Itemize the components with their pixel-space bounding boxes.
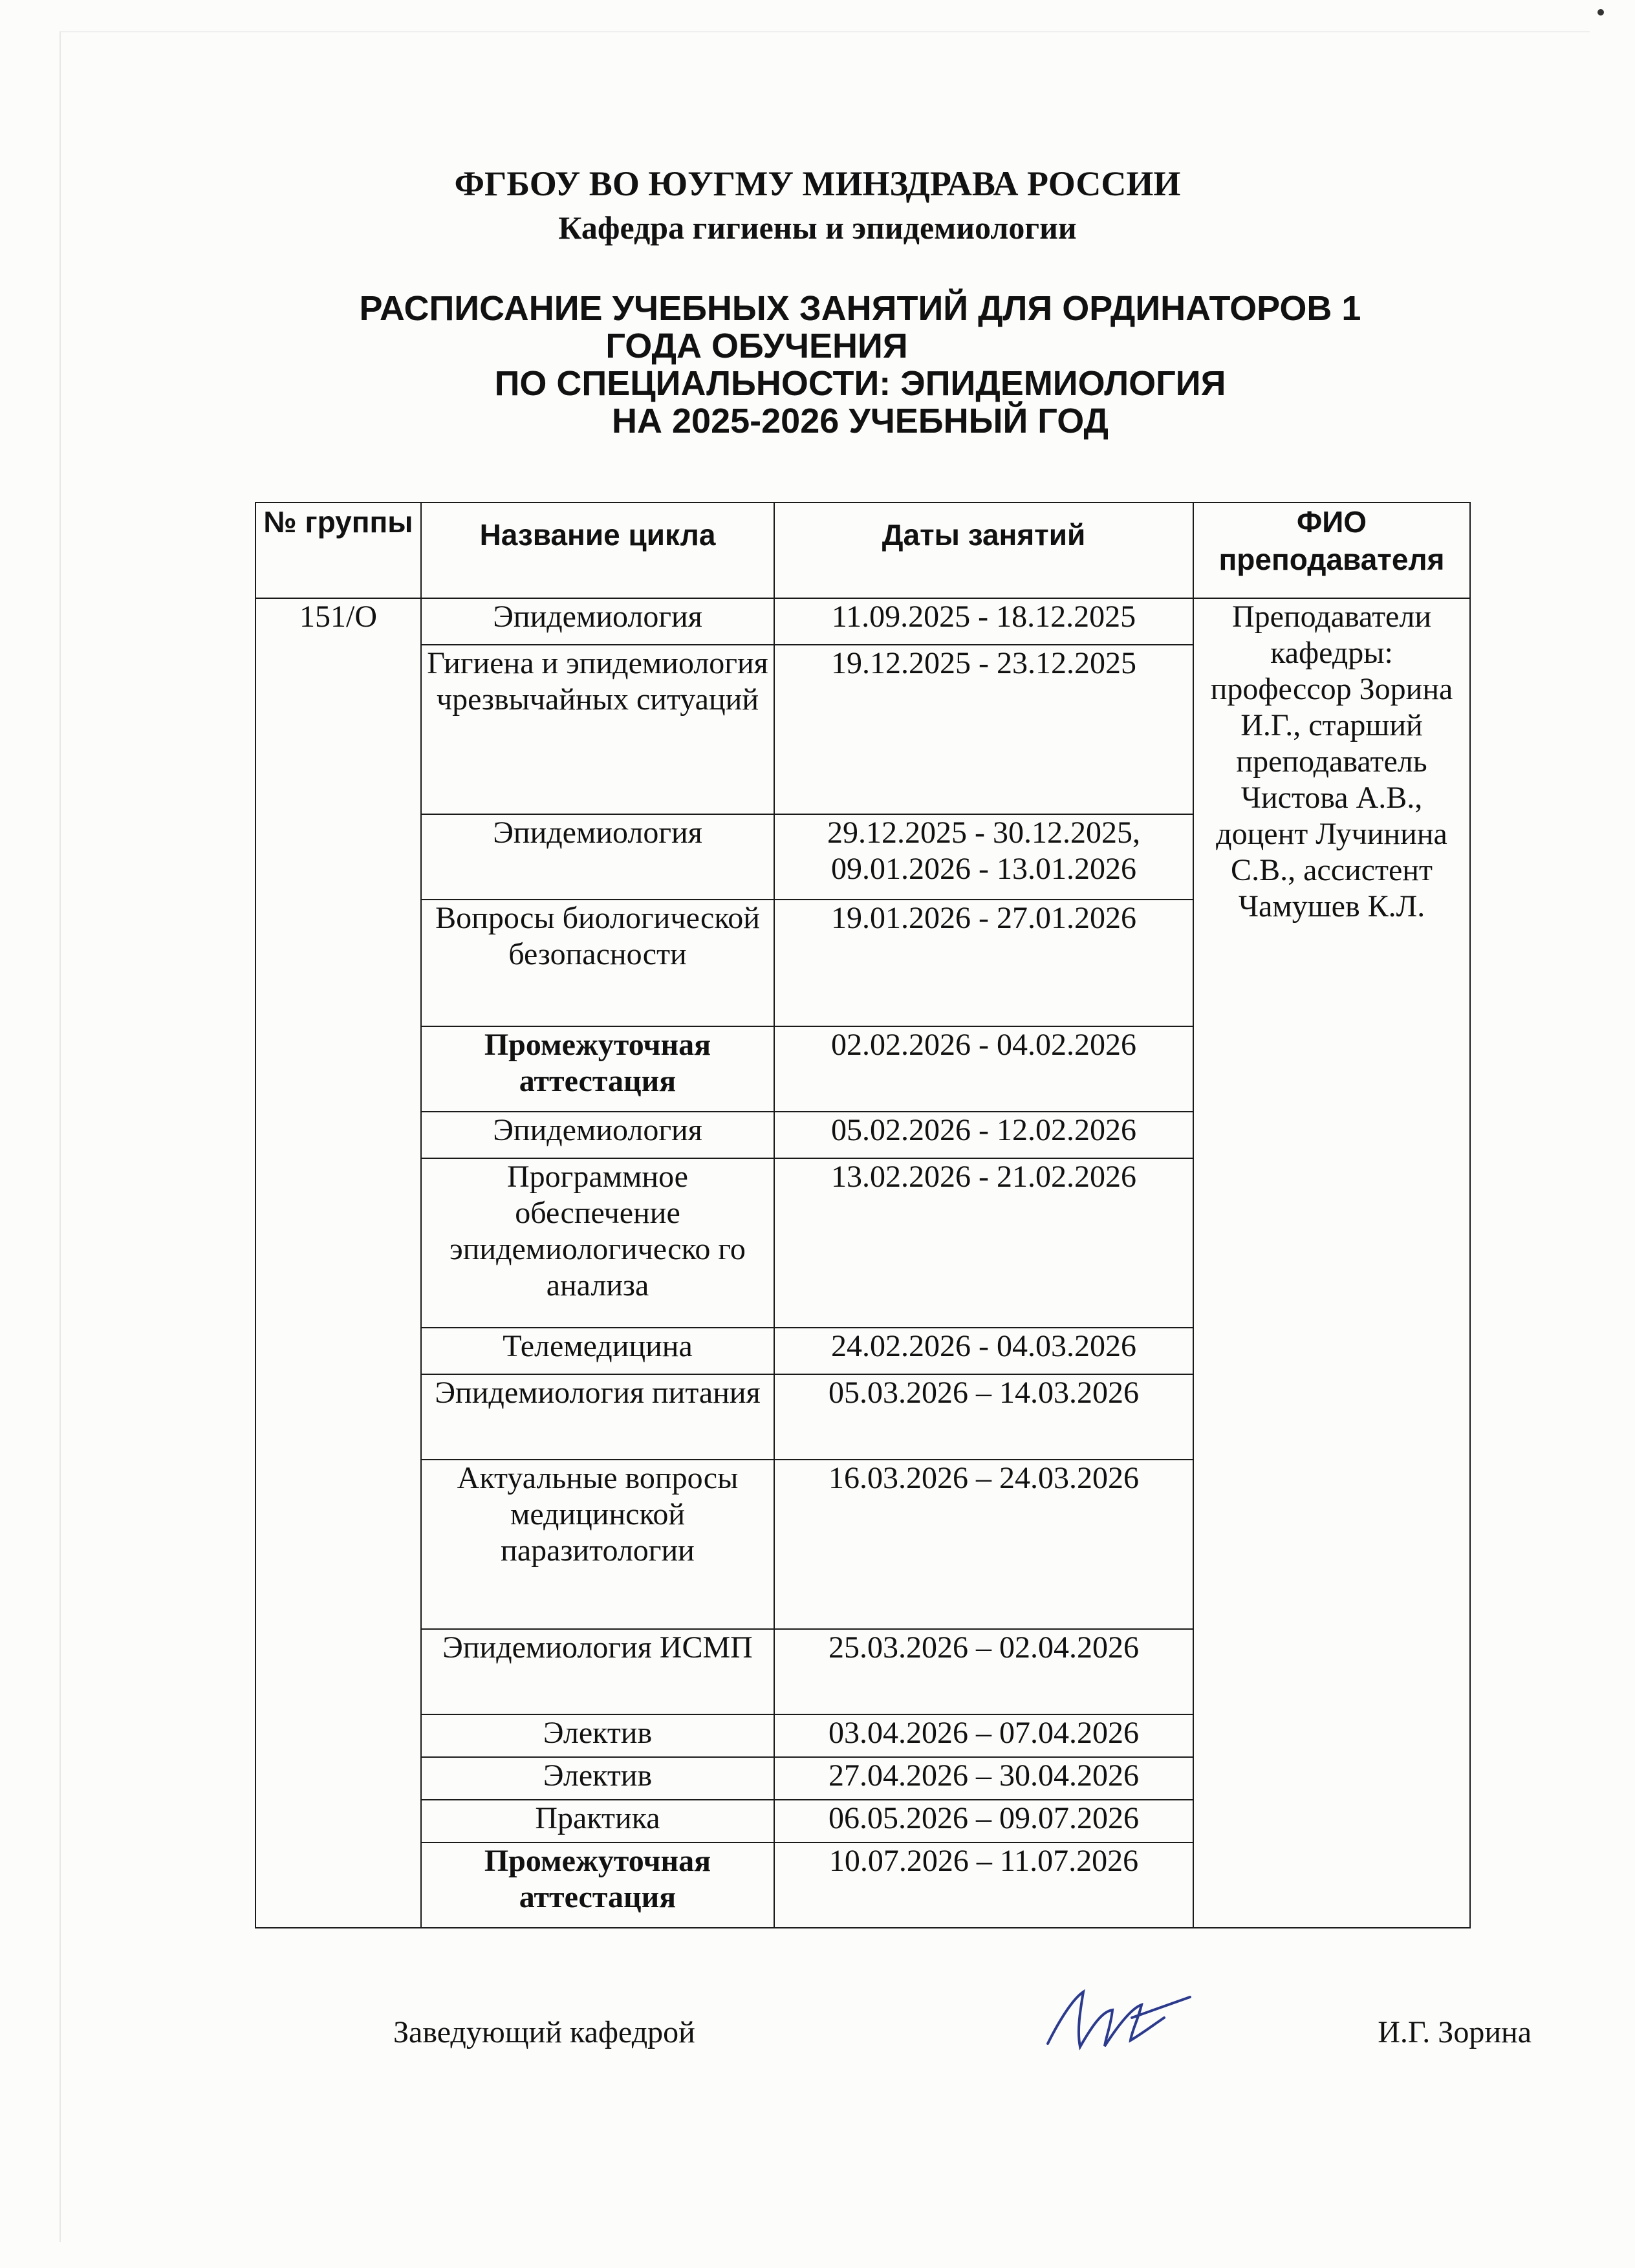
dates-cell: 19.01.2026 - 27.01.2026 [774, 900, 1193, 1026]
title-line-1: РАСПИСАНИЕ УЧЕБНЫХ ЗАНЯТИЙ ДЛЯ ОРДИНАТОРОВ 1 [359, 289, 1361, 328]
table-header-row [255, 502, 1470, 598]
footer-position: Заведующий кафедрой [393, 2015, 695, 2049]
title-line-2: ГОДА ОБУЧЕНИЯ [605, 327, 908, 365]
header-teacher: ФИО преподавателя [1193, 502, 1470, 598]
group-cell: 151/О [255, 598, 421, 1928]
title-line-4: НА 2025-2026 УЧЕБНЫЙ ГОД [612, 402, 1109, 440]
signature-image [1035, 1979, 1203, 2063]
dates-cell: 19.12.2025 - 23.12.2025 [774, 645, 1193, 814]
dates-cell: 05.03.2026 – 14.03.2026 [774, 1374, 1193, 1460]
schedule-table [255, 502, 1471, 1928]
dates-cell: 24.02.2026 - 04.03.2026 [774, 1328, 1193, 1374]
scan-speck [1597, 9, 1604, 16]
header-cycle: Название цикла [421, 502, 774, 598]
dates-cell: 03.04.2026 – 07.04.2026 [774, 1714, 1193, 1757]
dates-cell: 13.02.2026 - 21.02.2026 [774, 1158, 1193, 1328]
cycle-cell: Практика [421, 1800, 774, 1842]
cycle-cell: Телемедицина [421, 1328, 774, 1374]
cycle-cell: Эпидемиология [421, 598, 774, 645]
title-line-3: ПО СПЕЦИАЛЬНОСТИ: ЭПИДЕМИОЛОГИЯ [494, 364, 1226, 403]
department-name: Кафедра гигиены и эпидемиологии [558, 210, 1077, 246]
cycle-cell: Эпидемиология [421, 1112, 774, 1158]
dates-cell: 02.02.2026 - 04.02.2026 [774, 1026, 1193, 1112]
cycle-cell: Электив [421, 1757, 774, 1800]
cycle-cell: Эпидемиология питания [421, 1374, 774, 1460]
cycle-cell: Эпидемиология ИСМП [421, 1629, 774, 1714]
dates-cell: 06.05.2026 – 09.07.2026 [774, 1800, 1193, 1842]
table-row [255, 598, 1470, 645]
document-title [285, 290, 1436, 440]
cycle-cell: Актуальные вопросы медицинской паразитологии [421, 1460, 774, 1629]
cycle-cell: Вопросы биологической безопасности [421, 900, 774, 1026]
organization-name: ФГБОУ ВО ЮУГМУ МИНЗДРАВА РОССИИ [454, 164, 1181, 203]
footer-name: И.Г. Зорина [1378, 2015, 1532, 2049]
dates-cell: 11.09.2025 - 18.12.2025 [774, 598, 1193, 645]
header-dates: Даты занятий [774, 502, 1193, 598]
dates-cell: 10.07.2026 – 11.07.2026 [774, 1842, 1193, 1928]
cycle-cell: Гигиена и эпидемиология чрезвычайных ситуаций [421, 645, 774, 814]
cycle-cell: Промежуточная аттестация [421, 1026, 774, 1112]
dates-cell: 05.02.2026 - 12.02.2026 [774, 1112, 1193, 1158]
cycle-cell: Программное обеспечение эпидемиологическо го анализа [421, 1158, 774, 1328]
dates-cell: 27.04.2026 – 30.04.2026 [774, 1757, 1193, 1800]
dates-cell: 25.03.2026 – 02.04.2026 [774, 1629, 1193, 1714]
cycle-cell: Электив [421, 1714, 774, 1757]
cycle-cell: Промежуточная аттестация [421, 1842, 774, 1928]
dates-cell: 29.12.2025 - 30.12.2025, 09.01.2026 - 13.01.2026 [774, 814, 1193, 900]
teacher-cell: Преподаватели кафедры: профессор Зорина И.Г., старший преподаватель Чистова А.В., доцент Лучинина С.В., ассистент Чамушев К.Л. [1193, 598, 1470, 1928]
cycle-cell: Эпидемиология [421, 814, 774, 900]
header-group: № группы [255, 502, 421, 598]
dates-cell: 16.03.2026 – 24.03.2026 [774, 1460, 1193, 1629]
